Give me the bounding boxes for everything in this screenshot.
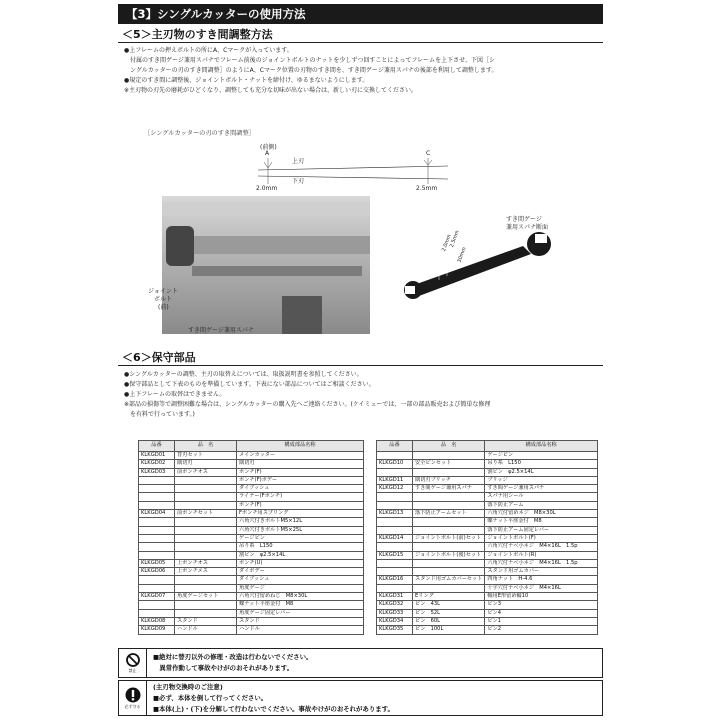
part-name-cell [413, 559, 485, 567]
part-name-cell: 隅切刃 [175, 460, 237, 468]
col-header: 品 名 [413, 441, 485, 452]
parts-table-right [376, 440, 598, 635]
part-name-cell [175, 584, 237, 592]
part-number-cell: KLKGD16 [377, 576, 413, 584]
part-name-cell: ジョイントボルト(後)セット [413, 551, 485, 559]
part-number-cell [377, 568, 413, 576]
component-cell: 吊り糸 L150 [237, 543, 364, 551]
prohibit-icon-label: 禁止 [128, 667, 137, 673]
part-number-cell [139, 601, 175, 609]
table-row [377, 493, 598, 501]
component-cell: 六角穴付留めねじ M8×30L [237, 593, 364, 601]
part-name-cell [175, 518, 237, 526]
part-number-cell [139, 485, 175, 493]
component-cell: ピン4 [485, 609, 598, 617]
component-cell: ダイブッシュ [237, 485, 364, 493]
section5-line: 付属のすき間ゲージ兼用スパナでフレーム前後のジョイントボルトのナットを少しずつ回すことによってフレームを上下させ、下図［シ [124, 57, 495, 64]
part-name-cell [175, 493, 237, 501]
part-name-cell: ハンドル [175, 626, 237, 634]
table-row [377, 617, 598, 625]
component-cell: ライナー(Fポンチ) [237, 493, 364, 501]
component-cell: ダイブッシュ [237, 576, 364, 584]
part-name-cell [413, 526, 485, 534]
component-cell: Fポンチ用スプリング [237, 510, 364, 518]
table-row [139, 626, 364, 634]
gauge-mark-3: 30mm [456, 246, 468, 264]
part-number-cell: KLKGD32 [377, 601, 413, 609]
part-number-cell [377, 468, 413, 476]
joint-label-2: ボルト [154, 296, 173, 303]
part-name-cell [175, 551, 237, 559]
component-cell: 六角穴付きボルトM5×25L [237, 526, 364, 534]
caution-box [118, 680, 603, 716]
part-name-cell [175, 601, 237, 609]
part-number-cell: KLKGD33 [377, 609, 413, 617]
prohibit-line: 異常作動して事故やけがのおそれがあります。 [153, 664, 294, 672]
section5-line: ングルカッターの刃のすき間調整］のようにA、Cマーク位置の刃物のすき間を、すき間ゲージ兼用スパナの後部を利用して調整します。 [124, 67, 498, 74]
component-cell: 六角穴付きボルトM5×12L [237, 518, 364, 526]
part-name-cell: 前ポンチオス [175, 468, 237, 476]
component-cell: スタンド [237, 617, 364, 625]
part-number-cell: KLKGD11 [377, 476, 413, 484]
table-row [139, 584, 364, 592]
part-number-cell [377, 526, 413, 534]
table-row [139, 518, 364, 526]
part-number-cell [139, 584, 175, 592]
part-name-cell: 上ポンチメス [175, 568, 237, 576]
section5-line: ※主刃物の刃先の磨耗がひどくなり、調整しても充分な切味が出ない場合は、新しい刃に交換してください。 [124, 87, 418, 94]
table-row [377, 593, 598, 601]
component-cell: 角度ゲージ [237, 584, 364, 592]
part-number-cell [139, 526, 175, 534]
part-name-cell: ジョイントボルト(前)セット [413, 534, 485, 542]
component-cell: ピン1 [485, 617, 598, 625]
part-number-cell: KLKGD34 [377, 617, 413, 625]
component-cell: 軸用E形留め輪10 [485, 593, 598, 601]
component-cell: 隅切刃 [237, 460, 364, 468]
caution-text [153, 682, 394, 715]
part-name-cell [413, 518, 485, 526]
part-name-cell [175, 543, 237, 551]
caution-line: (主刃物交換時のご注意) [153, 683, 223, 691]
component-cell: ジョイントボルト(F) [485, 534, 598, 542]
part-number-cell: KLKGD08 [139, 617, 175, 625]
component-cell: 割ピン φ2.5×14L [237, 551, 364, 559]
front-label: (前側) [260, 144, 277, 151]
table-row [139, 526, 364, 534]
part-name-cell [175, 476, 237, 484]
col-header: 構成部品名称 [485, 441, 598, 452]
part-name-cell: ピン 100L [413, 626, 485, 634]
table-row [139, 460, 364, 468]
part-number-cell [139, 576, 175, 584]
component-cell: 落下防止アーム [485, 501, 598, 509]
part-number-cell [139, 534, 175, 542]
part-number-cell: KLKGD03 [139, 468, 175, 476]
prohibit-text [153, 652, 312, 674]
table-row [139, 559, 364, 567]
part-number-cell [377, 501, 413, 509]
section6-line: を有料で行っています。) [124, 411, 195, 418]
part-number-cell: KLKGD02 [139, 460, 175, 468]
section5-line: ●規定のすき間に調整後、ジョイントボルト・ナットを締付け、ゆるまないようにします。 [124, 77, 369, 84]
part-number-cell: KLKGD14 [377, 534, 413, 542]
part-name-cell [413, 468, 485, 476]
spanner-label: すき間ゲージ兼用スパナ [188, 327, 254, 334]
part-name-cell [413, 568, 485, 576]
component-cell: ポンチ(F)ボデー [237, 476, 364, 484]
part-name-cell: スタンド用ゴムカバーセット [413, 576, 485, 584]
table-row [377, 626, 598, 634]
part-name-cell [175, 576, 237, 584]
table-row [377, 609, 598, 617]
gauge-mark-1: 2.0mm [441, 233, 453, 253]
component-cell: ジョイントボルト(R) [485, 551, 598, 559]
table-row [377, 584, 598, 592]
cutter-photo [162, 196, 370, 334]
section6-heading: ＜6＞保守部品 [118, 350, 603, 366]
gauge-label-2: 兼用スパナ断面 [506, 224, 549, 231]
component-cell: 六角穴付ナベ小ネジ M4×16L 1.5p [485, 543, 598, 551]
section5-heading: ＜5＞主刃物のすき間調整方法 [118, 27, 603, 43]
part-name-cell: 落下防止アームセット [413, 510, 485, 518]
component-cell: ピン2 [485, 626, 598, 634]
part-name-cell: 角度ゲージセット [175, 593, 237, 601]
component-cell: ダイボデー [237, 568, 364, 576]
gauge-mark-2: 2.5mm [449, 229, 461, 249]
part-name-cell [413, 584, 485, 592]
section6-line: ※部品の損傷等で調整困難な場合は、シングルカッターの購入先へご連絡ください。(ケイミューでは、一部の部品販売および簡単な修理 [124, 401, 491, 408]
mark-c: C [426, 150, 431, 157]
caution-icon-col [119, 681, 147, 715]
part-number-cell: KLKGD10 [377, 460, 413, 468]
section6-line: ●上下フレームの取替はできません。 [124, 391, 226, 398]
page [118, 4, 603, 716]
part-number-cell [139, 551, 175, 559]
section5-text [124, 46, 600, 96]
table-row [139, 485, 364, 493]
table-row [139, 601, 364, 609]
table-row [139, 609, 364, 617]
table-row [139, 468, 364, 476]
diagram-title: ［シングルカッターの刃のすき間調整］ [144, 130, 255, 137]
joint-label-3: (前) [158, 304, 169, 311]
table-row [377, 534, 598, 542]
table-row [377, 468, 598, 476]
part-number-cell: KLKGD31 [377, 593, 413, 601]
part-number-cell: KLKGD01 [139, 452, 175, 460]
wrench-icon [403, 224, 563, 304]
part-name-cell [413, 452, 485, 460]
part-name-cell [413, 493, 485, 501]
table-row [139, 476, 364, 484]
part-name-cell [175, 609, 237, 617]
table-row [377, 601, 598, 609]
part-name-cell: 隅切刃ブリッチ [413, 476, 485, 484]
part-number-cell: KLKGD13 [377, 510, 413, 518]
component-cell: 六角穴付留めネジ M8×30L [485, 510, 598, 518]
part-number-cell [139, 476, 175, 484]
table-row [377, 543, 598, 551]
table-row [377, 551, 598, 559]
part-number-cell: KLKGD06 [139, 568, 175, 576]
component-cell: ハンドル [237, 626, 364, 634]
part-name-cell: 上ポンチオス [175, 559, 237, 567]
col-header: 品 名 [175, 441, 237, 452]
component-cell: ポンチ(F) [237, 501, 364, 509]
part-number-cell: KLKGD15 [377, 551, 413, 559]
table-row [377, 485, 598, 493]
prohibit-icon [126, 653, 140, 667]
part-number-cell [377, 584, 413, 592]
table-row [377, 576, 598, 584]
section6-line: ●シングルカッターの調整、主刃の取替えについては、取扱説明書を参照してください。 [124, 371, 363, 378]
component-cell: 十字穴付ナベ小ネジ M4×16L [485, 584, 598, 592]
parts-table-left [138, 440, 364, 635]
part-number-cell: KLKGD04 [139, 510, 175, 518]
part-number-cell [377, 543, 413, 551]
exclamation-icon [125, 687, 141, 703]
upper-blade-label: 上刃 [292, 158, 305, 165]
table-row [139, 551, 364, 559]
caution-line: ■本体(上)・(下)を分解して行わないでください。事故やけがのおそれがあります。 [153, 705, 394, 713]
part-number-cell: KLKGD09 [139, 626, 175, 634]
part-name-cell: 前ポンチセット [175, 510, 237, 518]
col-header: 品番 [377, 441, 413, 452]
component-cell: 落下防止アーム固定レバー [485, 526, 598, 534]
table-row [139, 452, 364, 460]
component-cell: 蝶ナット平座金付 M8 [485, 518, 598, 526]
table-row [377, 568, 598, 576]
part-number-cell [377, 518, 413, 526]
part-name-cell: ピン 43L [413, 601, 485, 609]
gap-a-label: 2.0mm [256, 185, 278, 192]
col-header: 構成部品名称 [237, 441, 364, 452]
table-row [139, 593, 364, 601]
table-row [377, 460, 598, 468]
table-row [377, 526, 598, 534]
part-name-cell: Eリング [413, 593, 485, 601]
lower-blade-label: 下刃 [292, 178, 305, 185]
component-cell: スパナ用シール [485, 493, 598, 501]
part-number-cell [139, 543, 175, 551]
part-name-cell [175, 526, 237, 534]
table-row [139, 576, 364, 584]
caution-line: ■必ず、本体を倒して行ってください。 [153, 694, 268, 702]
component-cell: ポンチ(F) [237, 468, 364, 476]
part-number-cell [139, 518, 175, 526]
gauge-label-1: すき間ゲージ [506, 216, 542, 223]
part-number-cell [139, 493, 175, 501]
component-cell: ブリッジ [485, 476, 598, 484]
part-name-cell: ピン 60L [413, 617, 485, 625]
table-row [139, 510, 364, 518]
component-cell: ゲージピン [237, 534, 364, 542]
table-row [377, 452, 598, 460]
part-name-cell: 替刃セット [175, 452, 237, 460]
table-row [139, 543, 364, 551]
prohibit-line: ■絶対に替刃以外の修理・改造は行わないでください。 [153, 653, 313, 661]
part-number-cell [377, 559, 413, 567]
page-title: 【3】シングルカッターの使用方法 [118, 4, 603, 24]
part-number-cell: KLKGD12 [377, 485, 413, 493]
part-name-cell [175, 501, 237, 509]
part-number-cell: KLKGD05 [139, 559, 175, 567]
section5-line: ●上フレームの押えボルトの所にA、Cマークが入っています。 [124, 47, 293, 54]
part-number-cell: KLKGD07 [139, 593, 175, 601]
component-cell: 四角ナット H-4.6 [485, 576, 598, 584]
part-number-cell [139, 501, 175, 509]
caution-icon-label: 必ず守る [124, 703, 141, 709]
component-cell: すき間ゲージ兼用スパナ [485, 485, 598, 493]
table-row [139, 493, 364, 501]
part-name-cell: ピン 52L [413, 609, 485, 617]
part-name-cell [413, 543, 485, 551]
table-row [377, 501, 598, 509]
part-name-cell: 安全ピンセット [413, 460, 485, 468]
part-number-cell: KLKGD35 [377, 626, 413, 634]
component-cell: 蝶ナット平座金付 M8 [237, 601, 364, 609]
table-row [139, 617, 364, 625]
component-cell: ゲージピン [485, 452, 598, 460]
component-cell: スタンド用ゴムカバー [485, 568, 598, 576]
part-number-cell [377, 493, 413, 501]
part-name-cell [175, 485, 237, 493]
part-name-cell: スタンド [175, 617, 237, 625]
table-row [377, 559, 598, 567]
part-name-cell [175, 534, 237, 542]
mark-a: A [265, 150, 270, 157]
blade-gap-diagram [228, 154, 478, 190]
section6-text [124, 370, 600, 420]
part-name-cell: すき間ゲージ兼用スパナ [413, 485, 485, 493]
component-cell: 割ピン φ2.5×14L [485, 468, 598, 476]
component-cell: メインカッター [237, 452, 364, 460]
table-row [139, 568, 364, 576]
component-cell: ピン3 [485, 601, 598, 609]
joint-label-1: ジョイント [148, 288, 178, 295]
table-row [139, 501, 364, 509]
component-cell: 吊り糸 L150 [485, 460, 598, 468]
component-cell: 六角穴付ナベ小ネジ M4×16L 1.5p [485, 559, 598, 567]
part-number-cell [377, 452, 413, 460]
table-row [139, 534, 364, 542]
table-row [377, 510, 598, 518]
component-cell: ポンチ(U) [237, 559, 364, 567]
prohibit-box [118, 648, 603, 678]
component-cell: 角度ゲージ固定レバー [237, 609, 364, 617]
section6-line: ●保守部品として下表のものを準備しています。下表にない部品についてはご相談ください。 [124, 381, 375, 388]
gap-c-label: 2.5mm [416, 185, 438, 192]
table-row [377, 476, 598, 484]
prohibit-icon-col [119, 649, 147, 677]
col-header: 品番 [139, 441, 175, 452]
part-number-cell [139, 609, 175, 617]
part-name-cell [413, 501, 485, 509]
table-row [377, 518, 598, 526]
